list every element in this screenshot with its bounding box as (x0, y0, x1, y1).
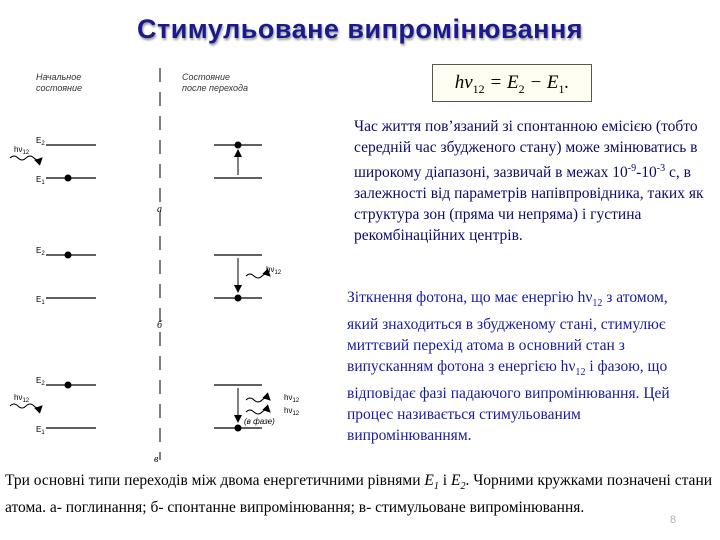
energy-level-diagram (0, 60, 350, 470)
emitted-photon-wave (246, 274, 270, 278)
label-e1: $E_1$ (36, 175, 45, 186)
page-number: 8 (670, 514, 677, 526)
label-a: а (157, 204, 162, 215)
header-final-state: Состояние (182, 72, 230, 82)
stimulated-section (10, 376, 300, 465)
atom-state-dot-after (235, 295, 242, 302)
absorption-section (10, 136, 262, 215)
label-e1: $E_1$ (36, 295, 45, 306)
label-e2: $E_2$ (36, 246, 45, 257)
energy-formula: $h\nu_{12} = E_2 - E_1$. (432, 64, 592, 102)
photon-label: $h\nu_{12}$ (266, 265, 282, 276)
header-final-state-line2: после перехода (182, 83, 248, 93)
label-e2: $E_2$ (36, 136, 45, 147)
atom-state-dot-after (235, 142, 242, 149)
incoming-photon-wave (10, 404, 42, 408)
photon-label-1: $h\nu_{12}$ (284, 393, 300, 404)
emitted-photon-wave-1 (246, 398, 270, 402)
label-e1: $E_1$ (36, 425, 45, 436)
photon-label: $h\nu_{12}$ (14, 145, 30, 156)
incoming-photon-wave (10, 156, 42, 160)
label-b: б (157, 320, 163, 331)
atom-state-dot-after (235, 425, 242, 432)
header-initial-state: Начальное (36, 72, 82, 82)
label-v: в (154, 454, 159, 465)
figure-caption: Три основні типи переходів між двома енергетичними рівнями $E_1$ і $E_2$. Чорними кружками позначені стани атома. а- поглинання; б- спонтанне випромінювання; в- стимульоване випромінювання. (5, 472, 713, 517)
atom-state-dot (65, 175, 72, 182)
lifetime-paragraph: Час життя пов’язаний зі спонтанною емісією (тобто середній час збудженого стану) може змінюватись в широкому діапазоні, зазвичай в межах $10^{-9}-10^{-3}$ с, в залежності від параметрів напівпровідника, таких як структура зон (пряма чи непряма) і густина рекомбінаційних центрів. (354, 118, 704, 245)
header-initial-state-line2: состояние (36, 83, 82, 93)
atom-state-dot (65, 382, 72, 389)
stimulated-emission-paragraph: Зіткнення фотона, що має енергію $h\nu_{12}$ з атомом, який знаходиться в збудженому стані, стимулює миттєвий перехід атома в основний стан з випусканням фотона з енергією $h\nu_{12}$ і фазою, що відповідає фазі падаючого випромінювання. Цей процес називається стимульованим випромінюванням. (347, 289, 670, 445)
label-e2: $E_2$ (36, 376, 45, 387)
spontaneous-section (36, 246, 282, 331)
phase-label: (в фазе) (244, 417, 275, 426)
emitted-photon-wave-2 (246, 410, 270, 414)
atom-state-dot (65, 252, 72, 259)
slide-title: Стимульоване випромінювання (136, 14, 584, 44)
photon-label: $h\nu_{12}$ (14, 393, 30, 404)
photon-label-2: $h\nu_{12}$ (284, 406, 300, 417)
